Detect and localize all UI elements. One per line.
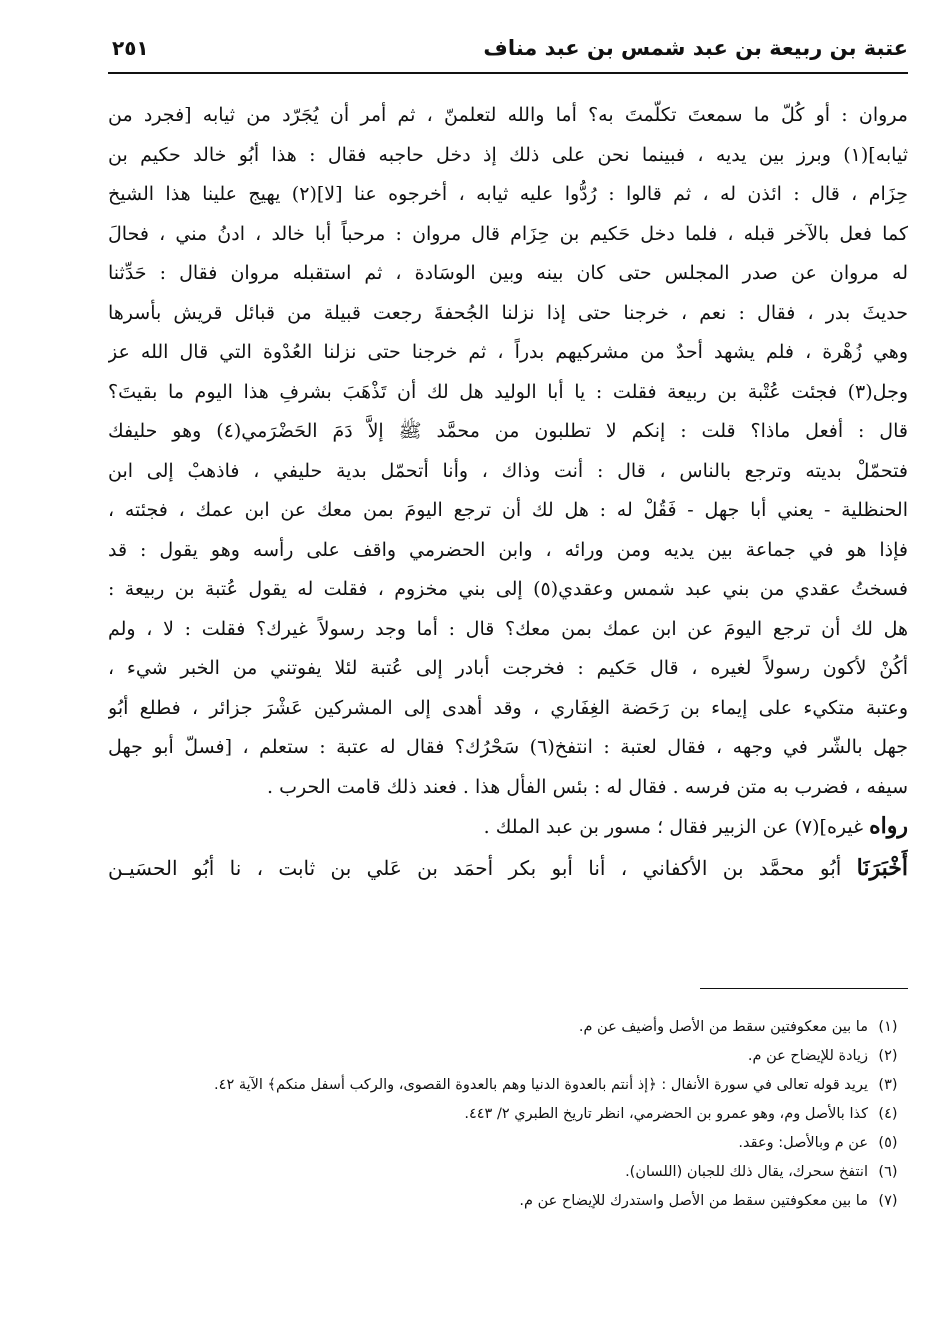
footnote-number: (٢) xyxy=(878,1048,898,1064)
isnad-text: أبُو محمَّد بن الأكفاني ، أنا أبو بكر أحمَد بن عَلي بن ثابت ، نا أبُو الحسَيـن xyxy=(108,855,842,880)
closing-text: غيره](٧) عن الزبير فقال ؛ مسور بن عبد الملك . xyxy=(483,816,864,838)
closing-line xyxy=(108,807,908,847)
running-title: عتبة بن ربيعة بن عبد شمس بن عبد مناف xyxy=(483,36,908,60)
footnotes xyxy=(108,1014,908,1217)
footnote xyxy=(108,1130,908,1156)
main-text xyxy=(108,96,908,889)
text-line: كما فعل بالآخر قبله ، فلما دخل حَكيم بن حِزَام قال مروان : مرحباً أبا خالد ، ادنُ مني ، فحالَ xyxy=(108,222,908,245)
footnote xyxy=(108,1101,908,1127)
text-line: فتحمّلْ بديته وترجع بالناس ، قال : أنت وذاك ، وأنا أتحمّل بدية حليفي ، فاذهبْ إلى ابن xyxy=(108,459,908,482)
footnote-text: عن م وبالأصل: وعقد. xyxy=(738,1135,868,1151)
footnote xyxy=(108,1072,908,1098)
footnote-text: كذا بالأصل وم، وهو عمرو بن الحضرمي، انظر تاريخ الطبري ٢/ ٤٤٣. xyxy=(464,1106,868,1122)
footnote-text: يريد قوله تعالى في سورة الأنفال : ﴿إذ أنتم بالعدوة الدنيا وهم بالعدوة القصوى، والركب أسفل منكم﴾ الآية ٤٢. xyxy=(214,1077,868,1093)
text-line: أكُنْ لأكون رسولاً لغيره ، قال حَكيم : فخرجت أبادر إلى عُتبة لئلا يفوتني من الخبر شيء ، xyxy=(108,657,908,679)
page-number: ٢٥١ xyxy=(112,36,149,60)
text-line: الحنظلية - يعني أبا جهل - فَقُلْ له : هل لك أن ترجع اليومَ بمن معك عن ابن عمك ، فجئته ، xyxy=(108,499,908,521)
text-line: حِزَام ، قال : ائذن له ، ثم قالوا : رُدُّوا عليه ثيابه ، أخرجوه عنا [لا](٢) يهيج علينا هذا الشيخ xyxy=(108,183,908,205)
footnote xyxy=(108,1043,908,1069)
text-line: وجل(٣) فجئت عُتْبة بن ربيعة فقلت : يا أبا الوليد هل لك أن تَذْهَبَ بشرفِ هذا اليوم ما بقيتَ؟ xyxy=(108,380,908,403)
text-line: فسختُ عقدي من بني عبد شمس وعقدي(٥) إلى بني مخزوم ، فقلت له يقول عُتبة بن ربيعة : xyxy=(108,578,908,600)
text-line: مروان : أو كُلّ ما سمعتَ تكلّمتَ به؟ أما والله لتعلمنّ ، ثم أمر أن يُجَرّد من ثيابه [فجرد من xyxy=(108,104,908,126)
text-line: قال : أفعل ماذا؟ قلت : إنكم لا تطلبون من محمَّد ﷺ إلاَّ دَمَ الحَضْرَمي(٤) وهو حليفك xyxy=(108,420,908,442)
footnote-text: ما بين معكوفتين سقط من الأصل واستدرك للإيضاح عن م. xyxy=(519,1193,868,1209)
footnote-text: زيادة للإيضاح عن م. xyxy=(747,1048,868,1064)
isnad-line xyxy=(108,847,908,889)
footnote-number: (٤) xyxy=(878,1106,898,1122)
text-line: فإذا هو في جماعة بين يديه ومن ورائه ، وابن الحضرمي واقف على رأسه وهو يقول : قد xyxy=(108,538,908,561)
footnote-divider xyxy=(700,988,908,989)
footnote-text: ما بين معكوفتين سقط من الأصل وأضيف عن م. xyxy=(578,1019,868,1035)
footnote-number: (٣) xyxy=(878,1077,898,1093)
footnote-text: انتفخ سحرك، يقال ذلك للجبان (اللسان). xyxy=(625,1164,868,1180)
text-line: جهل بالشّر في وجهه ، فقال لعتبة : انتفخ(٦) سَحْرُك؟ فقال له عتبة : ستعلم ، [فسلّ أبو جهل xyxy=(108,736,908,758)
isnad-lead: أَخْبَرَنَا xyxy=(856,854,908,881)
text-line: وعتبة متكيء على إيماء بن رَحَضة الغِفَاري ، وقد أهدى إلى المشركين عَشْرَ جزائر ، فطلع أبُو xyxy=(108,696,908,719)
text-line: ثيابه](١) وبرز بين يديه ، فبينما نحن على ذلك إذ دخل حاجبه فقال : هذا أبُو خالد حكيم بن xyxy=(108,143,908,166)
footnote-number: (١) xyxy=(878,1019,898,1035)
header-divider xyxy=(108,72,908,74)
text-line: وهي زُهْرة ، فلم يشهد أحدٌ من مشركيهم بدراً ، ثم خرجنا حتى نزلنا العُدْوة التي قال الله عز xyxy=(108,341,908,363)
footnote xyxy=(108,1159,908,1185)
footnote xyxy=(108,1014,908,1040)
closing-lead: رواه xyxy=(869,813,908,839)
text-line: سيفه ، فضرب به متن فرسه . فقال له : بئس الفأل هذا . فعند ذلك قامت الحرب . xyxy=(267,775,908,798)
text-line: له مروان عن صدر المجلس حتى كان بينه وبين الوسَادة ، ثم استقبله مروان فقال : حَدِّثنا xyxy=(108,262,908,284)
page-header xyxy=(108,30,908,70)
text-line: هل لك أن ترجع اليومَ عن ابن عمك بمن معك؟ قال : أما وجد رسولاً غيرك؟ فقلت : لا ، ولم xyxy=(108,617,908,640)
footnote-number: (٦) xyxy=(878,1164,898,1180)
footnote-number: (٥) xyxy=(878,1135,898,1151)
footnote-number: (٧) xyxy=(878,1193,898,1209)
footnote xyxy=(108,1188,908,1214)
text-line: حديثَ بدر ، فقال : نعم ، خرجنا حتى إذا نزلنا الجُحفةَ رجعت قبيلة من قبائل قريش بأسرها xyxy=(108,301,908,324)
